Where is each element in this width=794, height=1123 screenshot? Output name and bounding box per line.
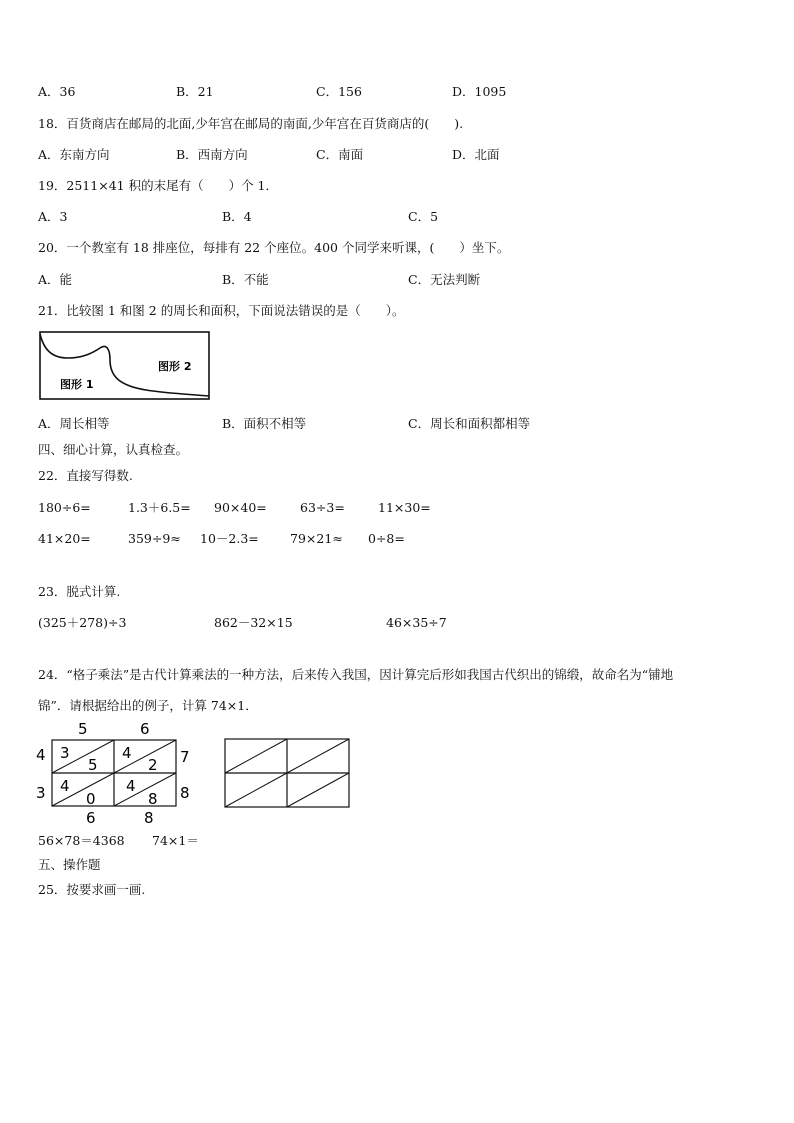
lattice-diagonal [114, 773, 176, 806]
q20-option-a: A．能 [38, 272, 73, 287]
lattice-cell-ones: 2 [148, 756, 158, 774]
q23-item: (325＋278)÷3 [38, 615, 127, 630]
blank-grid-diagonal [225, 739, 287, 773]
q22-item: 79×21≈ [290, 531, 343, 546]
q18-option-c: C．南面 [316, 147, 364, 162]
lattice-right-digit: 8 [180, 784, 190, 802]
blank-grid-diagonal [287, 739, 349, 773]
q24-example-result: 56×78＝4368 [38, 833, 125, 848]
lattice-top-digit: 6 [140, 720, 150, 738]
q22-item: 11×30= [378, 500, 431, 515]
q23-stem: 23．脱式计算. [38, 584, 121, 599]
lattice-cell-ones: 8 [148, 790, 158, 808]
lattice-cell-tens: 4 [126, 777, 136, 795]
lattice-top-digit: 5 [78, 720, 88, 738]
blank-grid-diagonal [287, 773, 349, 807]
figure-2-label: 图形 2 [158, 360, 192, 373]
q22-item: 10－2.3= [200, 531, 259, 546]
q21-option-b: B．面积不相等 [222, 416, 307, 431]
q22-item: 359÷9≈ [128, 531, 181, 546]
lattice-cell-ones: 0 [86, 790, 96, 808]
q20-option-c: C．无法判断 [408, 272, 481, 287]
lattice-blank-grid [224, 738, 352, 810]
lattice-right-digit: 7 [180, 748, 190, 766]
q21-figure [38, 330, 212, 402]
q20-stem: 20．一个教室有 18 排座位，每排有 22 个座位。400 个同学来听课，( ）坐下。 [38, 240, 510, 255]
q18-option-b: B．西南方向 [176, 147, 248, 162]
q17-option-c: C．156 [316, 84, 362, 99]
q18-option-d: D．北面 [452, 147, 500, 162]
q19-option-c: C．5 [408, 209, 439, 224]
blank-grid-diagonal [225, 773, 287, 807]
q22-item: 63÷3= [300, 500, 345, 515]
lattice-cell-ones: 5 [88, 756, 98, 774]
q21-stem: 21．比较图 1 和图 2 的周长和面积，下面说法错误的是（ ）。 [38, 303, 405, 318]
q19-stem: 19．2511×41 积的末尾有（ ）个 1． [38, 178, 278, 193]
lattice-cell-tens: 4 [60, 777, 70, 795]
q20-option-b: B．不能 [222, 272, 269, 287]
q22-stem: 22．直接写得数. [38, 468, 133, 483]
section-4-heading: 四、细心计算，认真检查。 [38, 442, 189, 457]
lattice-bottom-digit: 6 [86, 809, 96, 826]
lattice-cell-tens: 3 [60, 744, 70, 762]
q24-stem-line-2: 锦”．请根据给出的例子，计算 74×1． [38, 698, 258, 713]
q23-item: 862－32×15 [214, 615, 293, 630]
q22-item: 180÷6= [38, 500, 91, 515]
q21-option-c: C．周长和面积都相等 [408, 416, 531, 431]
q22-item: 41×20= [38, 531, 91, 546]
q24-task: 74×1＝ [152, 833, 199, 848]
q17-option-b: B．21 [176, 84, 214, 99]
section-5-heading: 五、操作题 [38, 857, 101, 872]
lattice-left-digit: 3 [36, 784, 46, 802]
lattice-cell-tens: 4 [122, 744, 132, 762]
q17-option-d: D．1095 [452, 84, 507, 99]
q18-option-a: A．东南方向 [38, 147, 110, 162]
q24-stem-line-1: 24．“格子乘法”是古代计算乘法的一种方法，后来传入我国，因计算完后形如我国古代织出的锦缎，故命名为“铺地 [38, 667, 674, 682]
lattice-example [30, 718, 200, 826]
q19-option-a: A．3 [38, 209, 68, 224]
figure-1-label: 图形 1 [60, 378, 94, 391]
q22-item: 1.3＋6.5= [128, 500, 191, 515]
q22-item: 0÷8= [368, 531, 405, 546]
q18-stem: 18．百货商店在邮局的北面,少年宫在邮局的南面,少年宫在百货商店的( ). [38, 116, 464, 131]
lattice-left-digit: 4 [36, 746, 46, 764]
q25-stem: 25．按要求画一画. [38, 882, 146, 897]
q22-item: 90×40= [214, 500, 267, 515]
q19-option-b: B．4 [222, 209, 252, 224]
q21-option-a: A．周长相等 [38, 416, 110, 431]
q17-option-a: A．36 [38, 84, 76, 99]
q23-item: 46×35÷7 [386, 615, 447, 630]
lattice-bottom-digit: 8 [144, 809, 154, 826]
